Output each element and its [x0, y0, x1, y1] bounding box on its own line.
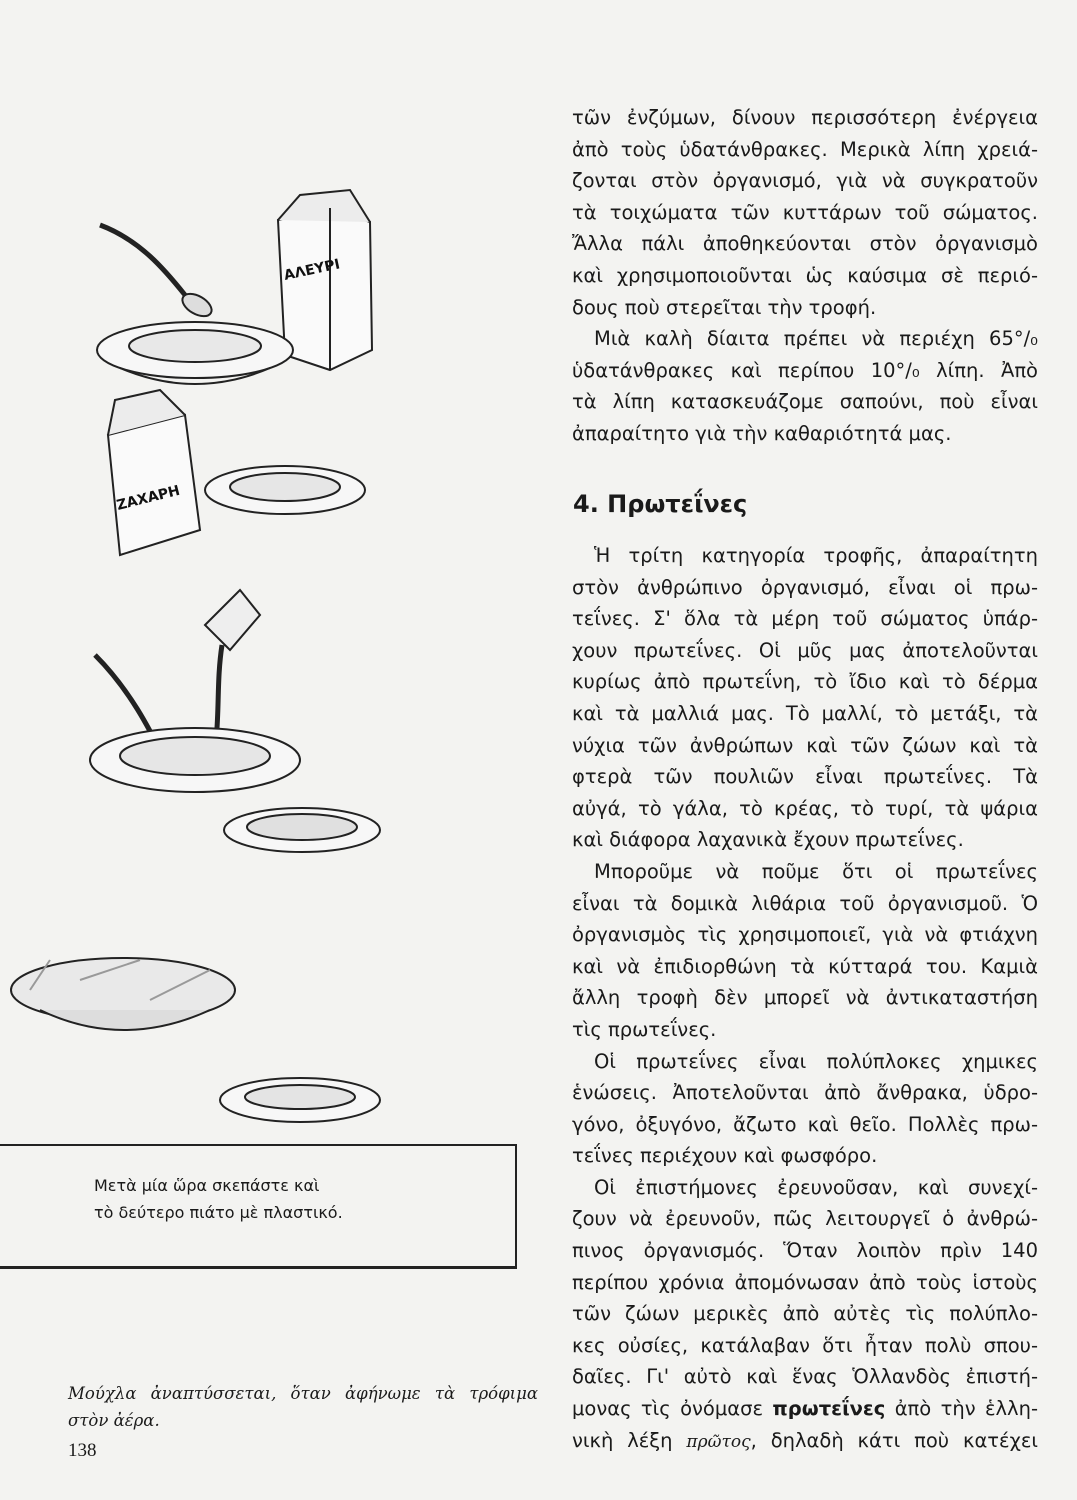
plate-drawing: [220, 1078, 380, 1122]
text-line: αὐγά, τὸ γάλα, τὸ κρέας, τὸ τυρί, τὰ ψάρια: [572, 796, 1038, 820]
bold-term: πρωτεΐνες: [772, 1397, 886, 1421]
text-line: ὑδατάνθρακες καὶ περίπου 10°/₀ λίπη. Ἀπὸ: [572, 358, 1038, 382]
intro-paragraphs: [572, 102, 1038, 450]
text-run: ἀπὸ τὴν ἑλλη-: [885, 1397, 1038, 1421]
text-line: καὶ χρησιμοποιοῦνται ὡς καύσιμα σὲ περιό-: [572, 263, 1038, 287]
text-run: , δηλαδὴ κάτι ποὺ κατέχει: [750, 1428, 1038, 1452]
text-line: δους ποὺ στερεῖται τὴν τροφή.: [572, 295, 877, 319]
figure-caption: [68, 1380, 538, 1434]
section-body: [572, 540, 1038, 1456]
bowl-drawing: [205, 466, 365, 514]
text-line: καὶ νὰ ἐπιδιορθώνη τὰ κύτταρά του. Καμιὰ: [572, 954, 1038, 978]
text-line: ζονται στὸν ὀργανισμό, γιὰ νὰ συγκρατοῦν: [572, 169, 1038, 193]
text-line: στὸν ἀνθρώπινο ὀργανισμό, εἶναι οἱ πρω-: [572, 575, 1038, 599]
sugar-bag-drawing: [108, 390, 200, 555]
text-line: τὰ τοιχώματα τῶν κυττάρων τοῦ σώματος.: [572, 200, 1038, 224]
caption-line: τὸ δεύτερο πιάτο μὲ πλαστικό.: [94, 1203, 343, 1222]
flour-bag-drawing: [278, 190, 372, 370]
text-line: ἀπὸ τοὺς ὑδατάνθρακες. Μερικὰ λίπη χρειά-: [572, 137, 1038, 161]
text-line: γόνο, ὀξυγόνο, ἄζωτο καὶ θεῖο. Πολλὲς πρω-: [572, 1112, 1038, 1136]
text-line: καὶ διάφορα λαχανικὰ ἔχουν πρωτεΐνες.: [572, 828, 964, 852]
page-number: 138: [68, 1440, 97, 1461]
section-heading: 4. Πρωτεΐνες: [573, 490, 748, 518]
text-line: τὶς πρωτεΐνες.: [572, 1017, 717, 1041]
text-line: ἑνώσεις. Ἀποτελοῦνται ἀπὸ ἄνθρακα, ὑδρο-: [572, 1081, 1038, 1105]
italic-term: πρῶτος: [686, 1431, 751, 1452]
text-line: νύχια τῶν ἀνθρώπων καὶ τῶν ζώων καὶ τὰ: [572, 733, 1038, 757]
caption-line: Μούχλα ἀναπτύσσεται, ὅταν ἀφήνωμε τὰ τρόφιμα: [68, 1384, 538, 1403]
text-line: Μποροῦμε νὰ ποῦμε ὅτι οἱ πρωτεΐνες: [594, 859, 1038, 883]
text-line: περίπου χρόνια ἀπομόνωσαν ἀπὸ τοὺς ἱστοὺς: [572, 1270, 1038, 1294]
text-line: ἄλλη τροφὴ δὲν μπορεῖ νὰ ἀντικαταστήση: [572, 986, 1038, 1010]
boxed-caption: [94, 1172, 343, 1226]
text-line: τῶν ζώων μερικὲς ἀπὸ αὐτὲς τὶς πολύπλο-: [572, 1302, 1038, 1326]
text-line: χουν πρωτεΐνες. Οἱ μῦς μας ἀποτελοῦνται: [572, 638, 1038, 662]
text-line: φτερὰ τῶν πουλιῶν εἶναι πρωτεΐνες. Τὰ: [572, 765, 1038, 789]
text-line: δαῖες. Γι' αὐτὸ καὶ ἕνας Ὁλλανδὸς ἐπιστή-: [572, 1365, 1038, 1389]
text-line: [572, 1425, 1038, 1457]
text-run: μονας τὶς ὀνόμασε: [572, 1397, 773, 1421]
text-line: κυρίως ἀπὸ πρωτεΐνη, τὸ ἴδιο καὶ τὸ δέρμα: [572, 670, 1038, 694]
bowl-drawing: [97, 322, 293, 384]
text-line: τεΐνες περιέχουν καὶ φωσφόρο.: [572, 1144, 878, 1168]
text-line: κες οὐσίες, κατάλαβαν ὅτι ἦταν πολὺ σπου-: [572, 1333, 1038, 1357]
text-line: [572, 1393, 1038, 1425]
text-line: ὀργανισμὸς τὶς χρησιμοποιεῖ, γιὰ νὰ φτιάχνη: [572, 923, 1038, 947]
bowl-drawing: [90, 728, 300, 792]
text-line: Ἡ τρίτη κατηγορία τροφῆς, ἀπαραίτητη: [594, 544, 1038, 567]
bowl-drawing: [224, 808, 380, 852]
text-line: καὶ τὰ μαλλιά μας. Τὸ μαλλί, τὸ μετάξι, τὰ: [572, 701, 1038, 725]
text-line: ἀπαραίτητο γιὰ τὴν καθαριότητά μας.: [572, 421, 952, 445]
covered-plate-drawing: [11, 958, 235, 1030]
text-line: Ἄλλα πάλι ἀποθηκεύονται στὸν ὀργανισμὸ: [572, 232, 1038, 256]
text-line: εἶναι τὰ δομικὰ λιθάρια τοῦ ὀργανισμοῦ. Ὁ: [572, 891, 1038, 915]
text-line: τὰ λίπη κατασκευάζομε σαπούνι, ποὺ εἶναι: [572, 390, 1038, 414]
text-line: τῶν ἐνζύμων, δίνουν περισσότερη ἐνέργεια: [572, 106, 1038, 129]
text-line: Οἱ ἐπιστήμονες ἐρευνοῦσαν, καὶ συνεχί-: [594, 1175, 1038, 1199]
text-line: τεΐνες. Σ' ὅλα τὰ μέρη τοῦ σώματος ὑπάρ-: [572, 607, 1038, 631]
text-line: πινος ὀργανισμός. Ὅταν λοιπὸν πρὶν 140: [572, 1239, 1038, 1263]
flour-label: ΑΛΕΥΡΙ: [282, 256, 342, 284]
text-line: Μιὰ καλὴ δίαιτα πρέπει νὰ περιέχη 65°/₀: [594, 327, 1038, 351]
text-line: Οἱ πρωτεΐνες εἶναι πολύπλοκες χημικες: [594, 1049, 1038, 1073]
sugar-label: ΖΑΧΑΡΗ: [115, 482, 182, 514]
text-run: νικὴ λέξη: [572, 1428, 687, 1452]
caption-line: στὸν ἀέρα.: [68, 1411, 160, 1430]
caption-line: Μετὰ μία ὥρα σκεπάστε καὶ: [94, 1176, 320, 1195]
spoon-drawing: [100, 225, 215, 321]
text-line: ζουν νὰ ἐρευνοῦν, πῶς λειτουργεῖ ὁ ἀνθρώ-: [572, 1207, 1038, 1231]
mold-experiment-illustration: [0, 110, 560, 1150]
